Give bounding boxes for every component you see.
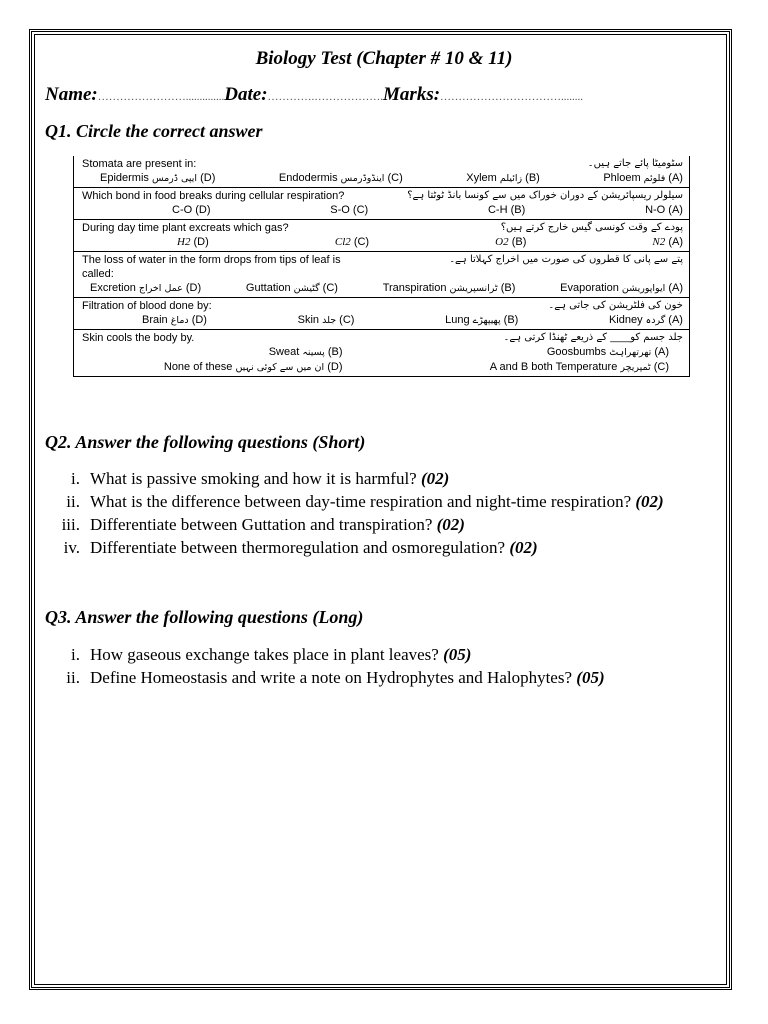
- list-item: iv. Differentiate between thermoregulation and osmoregulation? (02): [63, 538, 538, 557]
- date-blank: ………….……………….: [267, 91, 384, 103]
- list-item: i. How gaseous exchange takes place in plant leaves? (05): [71, 645, 472, 664]
- question-english: Stomata are present in:: [82, 158, 197, 170]
- name-blank: ……………………..............: [97, 91, 225, 103]
- question-english: Filtration of blood done by:: [82, 300, 212, 312]
- option-c: A and B both Temperature ٹمپریچر (C): [489, 361, 669, 373]
- option-d: H2 (D): [177, 236, 209, 248]
- option-a: Phloem فلوئم (A): [603, 172, 683, 184]
- mcq-row: [74, 252, 690, 298]
- question-english: Which bond in food breaks during cellular respiration?: [82, 190, 345, 202]
- date-label: Date:: [224, 84, 268, 105]
- test-title: Biology Test (Chapter # 10 & 11): [255, 48, 513, 69]
- option-a: N2 (A): [652, 236, 683, 248]
- option-b: Sweat پسینہ (B): [268, 346, 343, 358]
- question-urdu: پتے سے پانی کا قطروں کی صورت میں اخراج کہلاتا ہے۔: [449, 254, 683, 265]
- student-info-line: [45, 84, 725, 106]
- option-b: Transpiration ٹرانسپریشن (B): [382, 282, 516, 294]
- question-urdu: پودے کے وقت کونسی گیس خارج کرتے ہیں؟: [500, 222, 683, 233]
- mcq-table: [73, 156, 690, 377]
- question-urdu: سٹومیٹا پائے جاتے ہیں۔: [587, 158, 683, 169]
- list-item: ii. What is the difference between day-time respiration and night-time respiration? (02): [66, 492, 664, 511]
- mcq-row: [74, 156, 690, 188]
- marks-label: Marks:: [383, 84, 441, 105]
- list-item: ii. Define Homeostasis and write a note on Hydrophytes and Halophytes? (05): [66, 668, 605, 687]
- question-english: Skin cools the body by.: [82, 332, 195, 344]
- option-b: C-H (B): [487, 204, 526, 216]
- mcq-row: [74, 330, 690, 377]
- option-d: None of these ان میں سے کوئی نہیں (D): [163, 361, 343, 373]
- option-c: Skin جلد (C): [297, 314, 355, 326]
- option-d: Excretion عمل اخراج (D): [90, 282, 202, 294]
- option-d: Epidermis ایپی ڈرمس (D): [100, 172, 216, 184]
- list-item: i. What is passive smoking and how it is harmful? (02): [71, 469, 450, 488]
- option-b: Xylem زائیلم (B): [466, 172, 540, 184]
- option-a: Evaporation ایواپوریشن (A): [560, 282, 683, 294]
- mcq-row: [74, 188, 690, 220]
- option-b: Lung پھیپھڑے (B): [445, 314, 519, 326]
- marks-blank: ……………………………........: [440, 91, 584, 103]
- question-english: During day time plant excreats which gas?: [82, 222, 289, 234]
- mcq-row: [74, 220, 690, 252]
- option-d: C-O (D): [172, 204, 211, 216]
- question-urdu: جلد جسم کو____ کے ذریعے ٹھنڈا کرتی ہے۔: [503, 332, 683, 343]
- q1-heading: Q1. Circle the correct answer: [45, 121, 263, 141]
- option-c: Guttation گٹیشن (C): [245, 282, 338, 294]
- option-b: O2 (B): [495, 236, 527, 248]
- option-c: Endodermis اینڈوڈرمس (C): [278, 172, 403, 184]
- option-a: Kidney گردہ (A): [608, 314, 683, 326]
- mcq-row: [74, 298, 690, 330]
- list-item: iii. Differentiate between Guttation and transpiration? (02): [61, 515, 465, 534]
- question-english-cont: called:: [82, 268, 114, 280]
- question-urdu: سیلولر ریسپائریشن کے دوران خوراک میں سے کونسا بانڈ ٹوٹتا ہے؟: [407, 190, 683, 201]
- q2-list: [45, 467, 725, 559]
- q3-heading: Q3. Answer the following questions (Long): [45, 607, 364, 627]
- option-c: S-O (C): [330, 204, 369, 216]
- q3-list: [45, 643, 725, 689]
- option-a: N-O (A): [645, 204, 683, 216]
- name-label: Name:: [45, 84, 98, 105]
- question-english: The loss of water in the form drops from tips of leaf is: [82, 254, 341, 266]
- option-a: Goosbumbs تھرتھراہٹ (A): [546, 346, 669, 358]
- option-c: Cl2 (C): [334, 236, 370, 248]
- q2-heading: Q2. Answer the following questions (Short): [45, 432, 366, 452]
- question-urdu: خون کی فلٹریشن کی جاتی ہے۔: [548, 300, 683, 311]
- option-d: Brain دماغ (D): [142, 314, 207, 326]
